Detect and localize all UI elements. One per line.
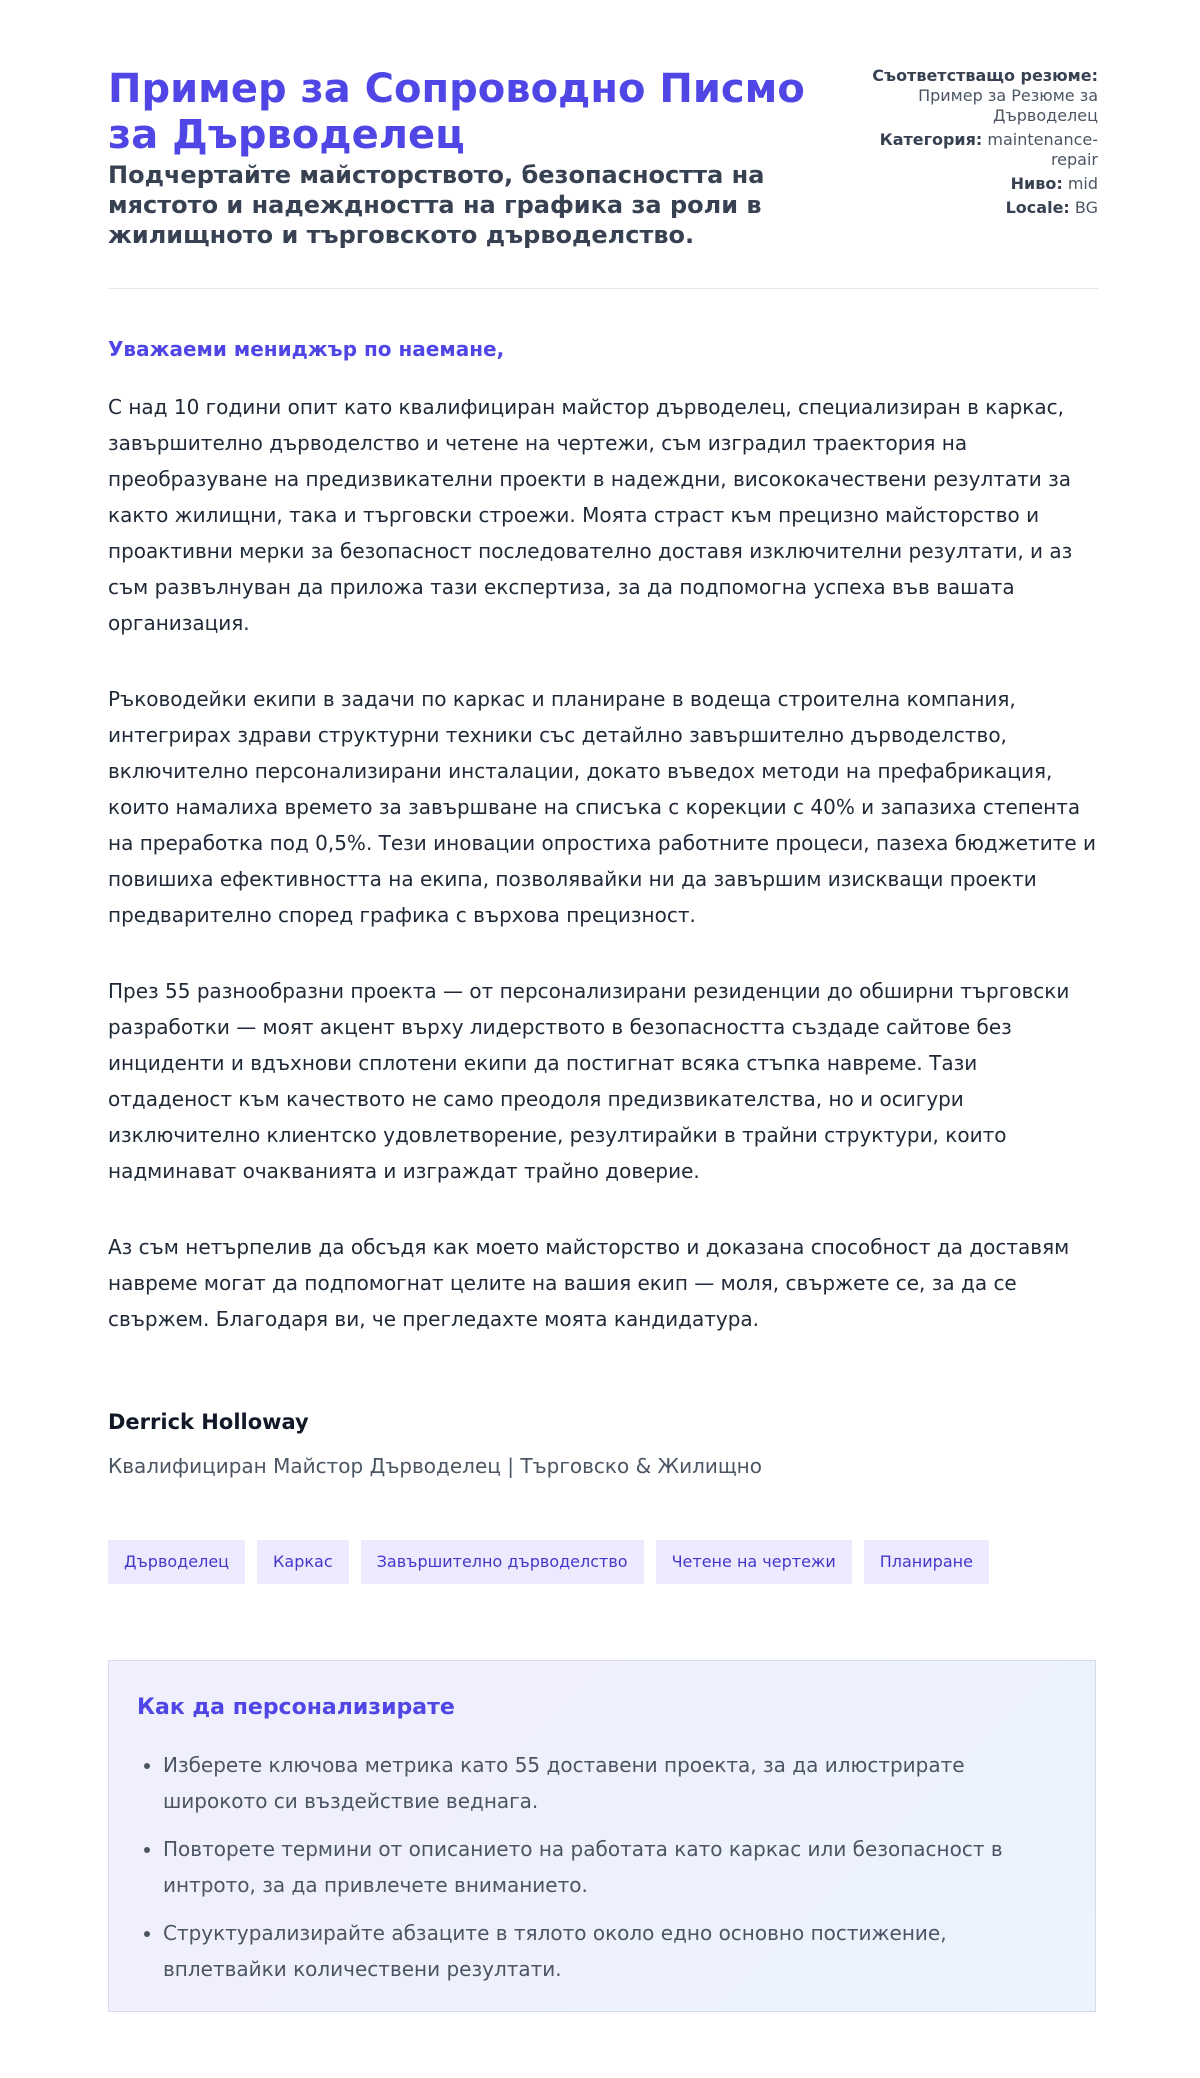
letter-paragraph: Аз съм нетърпелив да обсъдя как моето майсторство и доказана способност да доставям навреме могат да подпомогнат целите на вашия екип — моля, свържете се, за да се свържем. Благодаря ви, че прегледахте моята кандидатура. <box>108 1235 1070 1331</box>
meta-level <box>868 174 1098 194</box>
signature-title: Квалифициран Майстор Дърводелец | Търговско & Жилищно <box>108 1454 762 1478</box>
page-title: Пример за Сопроводно Писмо за Дърводелец <box>108 66 805 158</box>
skill-tag: Четене на чертежи <box>656 1540 852 1584</box>
letter-greeting: Уважаеми мениджър по наемане, <box>108 337 505 361</box>
tip-item: • Структурализирайте абзаците в тялото около едно основно постижение, вплетвайки количествени резултати. <box>163 1915 1063 1987</box>
meta-resume <box>868 66 1098 126</box>
letter-body <box>108 389 1100 1377</box>
meta-category-label: Категория: <box>879 130 983 149</box>
tip-item: • Повторете термини от описанието на работата като каркас или безопасност в интрото, за да привлечете вниманието. <box>163 1831 1063 1903</box>
meta-category <box>868 130 1098 170</box>
letter-paragraph: През 55 разнообразни проекта — от персонализирани резиденции до обширни търговски разработки — моят акцент върху лидерството в безопасността създаде сайтове без инциденти и вдъхнови сплотени екипи да постигнат всяка стъпка навреме. Тази отдаденост към качеството не само преодоля предизвикателства, но и осигури изключително клиентско удовлетворение, резултирайки в трайни структури, които надминават очакванията и изграждат трайно доверие. <box>108 979 1070 1183</box>
meta-category-value: maintenance-repair <box>987 130 1098 169</box>
meta-panel <box>868 66 1098 222</box>
skill-tags <box>108 1540 1098 1584</box>
meta-resume-value: Пример за Резюме за Дърводелец <box>918 86 1098 125</box>
meta-resume-label: Съответстващо резюме: <box>872 66 1098 85</box>
meta-locale-label: Locale: <box>1005 198 1070 217</box>
page-header <box>108 66 1098 289</box>
signature-name: Derrick Holloway <box>108 1410 309 1434</box>
meta-level-value: mid <box>1067 174 1098 193</box>
meta-locale <box>868 198 1098 218</box>
skill-tag: Планиране <box>864 1540 989 1584</box>
tip-item: • Изберете ключова метрика като 55 доставени проекта, за да илюстрирате широкото си въздействие веднага. <box>163 1747 1063 1819</box>
page-subtitle: Подчертайте майсторството, безопасността на мястото и надеждността на графика за роли в жилищното и търговското дърводелство. <box>108 161 765 249</box>
skill-tag: Дърводелец <box>108 1540 245 1584</box>
meta-locale-value: BG <box>1074 198 1098 217</box>
meta-level-label: Ниво: <box>1010 174 1063 193</box>
tips-title: Как да персонализирате <box>137 1695 455 1720</box>
tips-list <box>137 1747 1063 1999</box>
skill-tag: Каркас <box>257 1540 349 1584</box>
letter-paragraph: С над 10 години опит като квалифициран майстор дърводелец, специализиран в каркас, завършително дърводелство и четене на чертежи, съм изградил траектория на преобразуване на предизвикателни проекти в надеждни, висококачествени резултати за както жилищни, така и търговски строежи. Моята страст към прецизно майсторство и проактивни мерки за безопасност последователно доставя изключителни резултати, и аз съм развълнуван да приложа тази експертиза, за да подпомогна успеха във вашата организация. <box>108 395 1073 635</box>
customization-tips-box <box>108 1660 1096 2012</box>
skill-tag: Завършително дърводелство <box>361 1540 644 1584</box>
letter-paragraph: Ръководейки екипи в задачи по каркас и планиране в водеща строителна компания, интегрирах здрави структурни техники със детайлно завършително дърводелство, включително персонализирани инсталации, докато въведох методи на префабрикация, които намалиха времето за завършване на списъка с корекции с 40% и запазиха степента на преработка под 0,5%. Тези иновации опростиха работните процеси, пазеха бюджетите и повишиха ефективността на екипа, позволявайки ни да завършим изискващи проекти предварително според графика с върхова прецизност. <box>108 687 1097 927</box>
